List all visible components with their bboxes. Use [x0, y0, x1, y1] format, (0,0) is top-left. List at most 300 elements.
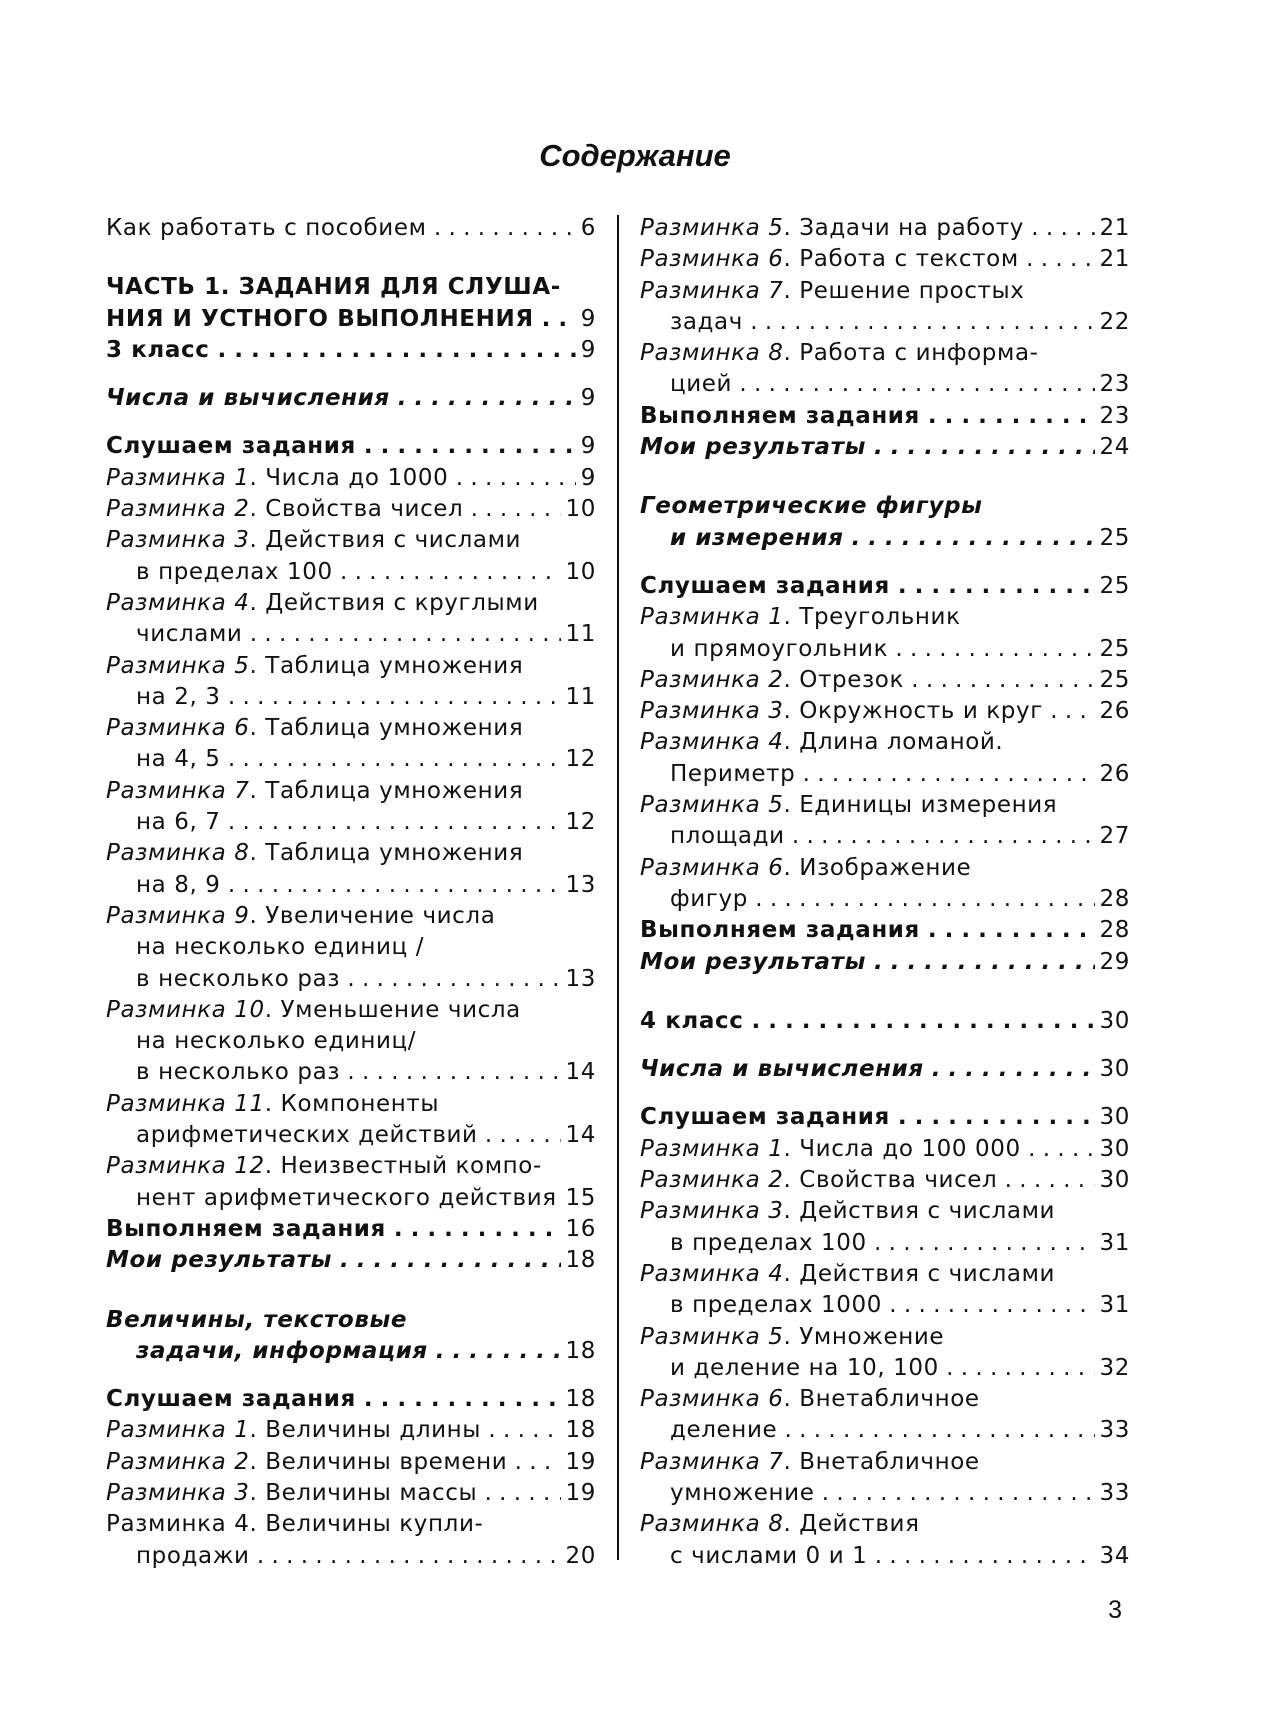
column-divider — [617, 215, 619, 1560]
toc-entry-title — [640, 213, 1130, 244]
toc-page-number: 26 — [1095, 696, 1130, 727]
toc-entry-title — [136, 744, 596, 775]
toc-entry-title — [670, 821, 1130, 852]
toc-entry — [640, 571, 1130, 602]
toc-entry-title — [106, 901, 495, 932]
toc-entry — [106, 1509, 596, 1540]
toc-entry — [106, 383, 596, 414]
toc-entry — [106, 1120, 596, 1151]
toc-entry-text: . Увеличение числа — [249, 902, 496, 929]
warmup-label: Разминка 2 — [106, 496, 250, 523]
toc-spacer — [106, 244, 596, 272]
toc-entry — [106, 1089, 596, 1120]
toc-page-number: 29 — [1095, 947, 1130, 978]
toc-entry — [106, 776, 596, 807]
toc-page-number: 19 — [561, 1478, 596, 1509]
toc-entry-title — [640, 1165, 1130, 1196]
toc-entry — [106, 304, 596, 335]
toc-entry — [640, 276, 1130, 307]
toc-entry-title — [670, 1415, 1130, 1446]
toc-entry-text: Выполняем задания — [106, 1215, 386, 1242]
toc-entry-text: Слушаем задания — [640, 572, 890, 599]
toc-entry — [640, 244, 1130, 275]
toc-entry-text: ЧАСТЬ 1. ЗАДАНИЯ ДЛЯ СЛУША- — [106, 274, 561, 301]
toc-entry — [106, 964, 596, 995]
toc-entry-title — [136, 1336, 596, 1367]
toc-entry-text: . Уменьшение числа — [264, 996, 521, 1023]
toc-page-number: 33 — [1095, 1478, 1130, 1509]
toc-entry — [106, 272, 596, 303]
warmup-label: Разминка 7 — [640, 277, 784, 304]
toc-entry-title — [106, 1089, 439, 1120]
toc-entry — [640, 1322, 1130, 1353]
toc-entry — [640, 338, 1130, 369]
warmup-label: Разминка 10 — [106, 996, 265, 1023]
toc-entry-text: деление — [670, 1417, 778, 1444]
toc-entry — [106, 431, 596, 462]
toc-entry-title — [106, 1509, 483, 1540]
toc-entry — [640, 432, 1130, 463]
toc-spacer — [106, 414, 596, 431]
toc-entry — [640, 213, 1130, 244]
toc-entry — [106, 1447, 596, 1478]
toc-entry-text: задач — [670, 308, 743, 335]
toc-entry — [640, 759, 1130, 790]
toc-entry-text: . Окружность и круг — [783, 698, 1043, 725]
toc-entry — [106, 335, 596, 366]
toc-page-number: 34 — [1095, 1541, 1130, 1572]
toc-page-number: 24 — [1095, 432, 1130, 463]
toc-page-number: 18 — [561, 1336, 596, 1367]
warmup-label: Разминка 11 — [106, 1090, 265, 1117]
toc-entry-text: Слушаем задания — [106, 433, 356, 460]
toc-entry-text: 3 класс — [106, 336, 210, 363]
toc-entry — [106, 588, 596, 619]
toc-entry — [106, 1183, 596, 1214]
toc-entry-title — [640, 432, 1130, 463]
toc-entry-title — [670, 1541, 1130, 1572]
toc-entry-title — [136, 1057, 596, 1088]
toc-entry — [640, 1447, 1130, 1478]
toc-entry — [640, 884, 1130, 915]
warmup-label: Разминка 5 — [640, 1323, 784, 1350]
warmup-label: Разминка 4 — [106, 589, 250, 616]
toc-entry-title — [670, 523, 1130, 554]
toc-entry-text: . Действия с числами — [783, 1260, 1056, 1287]
toc-entry — [640, 1353, 1130, 1384]
toc-entry-title — [640, 915, 1130, 946]
toc-entry-title — [106, 1214, 596, 1245]
page-number: 3 — [1108, 1596, 1122, 1624]
toc-entry-title — [670, 1478, 1130, 1509]
toc-entry-title — [136, 682, 596, 713]
toc-entry-title — [640, 1384, 980, 1415]
toc-entry-title — [136, 807, 596, 838]
toc-entry — [106, 838, 596, 869]
toc-entry-title — [640, 244, 1130, 275]
toc-entry-title — [640, 602, 961, 633]
toc-entry-title — [640, 696, 1130, 727]
toc-entry-title — [106, 525, 521, 556]
toc-entry-title — [136, 557, 596, 588]
toc-entry — [640, 369, 1130, 400]
toc-entry-text: арифметических действий — [136, 1122, 478, 1149]
toc-entry — [106, 557, 596, 588]
toc-entry — [106, 932, 596, 963]
toc-page-number: 6 — [576, 213, 596, 244]
toc-entry-text: . Отрезок — [783, 666, 904, 693]
toc-entry-title — [106, 1151, 542, 1182]
toc-page-number: 23 — [1095, 369, 1130, 400]
toc-entry-text: . Внетабличное — [783, 1386, 980, 1413]
toc-page-number: 31 — [1095, 1290, 1130, 1321]
toc-entry-text: Как работать с пособием — [106, 215, 427, 241]
toc-entry-text: . Задачи на работу — [783, 215, 1024, 241]
toc-page-number: 27 — [1095, 821, 1130, 852]
toc-page-number: 30 — [1095, 1054, 1130, 1085]
toc-entry-title — [670, 634, 1130, 665]
toc-entry-title — [136, 1026, 416, 1057]
toc-entry-text: в пределах 100 — [136, 558, 333, 585]
toc-entry-title — [136, 964, 596, 995]
toc-entry-title — [670, 369, 1130, 400]
toc-spacer — [640, 1037, 1130, 1054]
toc-entry-text: . Действия с числами — [249, 527, 522, 554]
toc-entry-title — [640, 790, 1057, 821]
toc-entry-text: цией — [670, 371, 733, 398]
toc-entry-text: . Единицы измерения — [783, 792, 1058, 819]
toc-page-number: 13 — [561, 964, 596, 995]
toc-page-number: 30 — [1095, 1165, 1130, 1196]
toc-entry — [640, 1006, 1130, 1037]
toc-entry-text: . Работа с текстом — [783, 246, 1019, 273]
toc-page-number: 25 — [1095, 571, 1130, 602]
warmup-label: Разминка 6 — [106, 715, 250, 742]
warmup-label: Разминка 3 — [640, 698, 784, 725]
toc-entry-text: Мои результаты — [106, 1247, 333, 1274]
toc-entry-text: Слушаем задания — [106, 1386, 356, 1413]
toc-entry — [106, 807, 596, 838]
toc-entry-title — [106, 463, 596, 494]
toc-entry-title — [136, 870, 596, 901]
toc-entry — [106, 1245, 596, 1276]
toc-entry — [106, 1415, 596, 1446]
toc-entry — [106, 995, 596, 1026]
page-title: Содержание — [539, 138, 731, 173]
toc-entry-text: в пределах 100 — [670, 1229, 867, 1256]
toc-entry — [106, 1384, 596, 1415]
toc-entry-title — [640, 1006, 1130, 1037]
toc-entry-text: на 4, 5 — [136, 746, 221, 773]
toc-page-number: 26 — [1095, 759, 1130, 790]
warmup-label: Разминка 2 — [640, 1167, 784, 1194]
toc-entry-text: на несколько единиц/ — [136, 1028, 417, 1055]
toc-entry — [640, 1509, 1130, 1540]
toc-entry — [640, 307, 1130, 338]
toc-entry-title — [106, 494, 596, 525]
toc-entry — [106, 619, 596, 650]
warmup-label: Разминка 6 — [640, 854, 784, 881]
toc-page-number: 9 — [576, 431, 596, 462]
toc-page-number: 9 — [576, 463, 596, 494]
toc-entry-title — [106, 335, 596, 366]
toc-entry-text: . Неизвестный компо- — [264, 1153, 542, 1180]
toc-entry-text: . Числа до 100 000 — [783, 1135, 1021, 1162]
toc-entry-title — [106, 383, 596, 414]
toc-entry — [640, 665, 1130, 696]
toc-entry-text: . Величины массы — [249, 1479, 478, 1506]
warmup-label: Разминка 1 — [106, 1417, 250, 1444]
toc-entry-text: фигур — [670, 885, 748, 912]
toc-entry — [640, 696, 1130, 727]
toc-entry-text: числами — [136, 621, 243, 648]
toc-entry-title — [106, 1415, 596, 1446]
toc-entry — [640, 1415, 1130, 1446]
warmup-label: Разминка 12 — [106, 1153, 265, 1180]
toc-entry-text: в несколько раз — [136, 1059, 341, 1086]
toc-entry-text: . Таблица умножения — [249, 777, 524, 804]
toc-entry-text: нент арифметического действия — [136, 1184, 557, 1211]
toc-page-number: 18 — [561, 1415, 596, 1446]
toc-entry — [640, 1259, 1130, 1290]
warmup-label: Разминка 7 — [640, 1448, 784, 1475]
toc-entry — [106, 525, 596, 556]
toc-entry-title — [640, 1054, 1130, 1085]
warmup-label: Разминка 8 — [640, 340, 784, 367]
toc-entry-title — [106, 1447, 596, 1478]
toc-entry — [106, 901, 596, 932]
toc-page-number: 16 — [561, 1214, 596, 1245]
toc-entry-text: на несколько единиц / — [136, 934, 425, 961]
toc-entry-title — [106, 776, 523, 807]
toc-entry-text: . Величины времени — [249, 1448, 508, 1475]
toc-spacer — [106, 366, 596, 383]
toc-entry — [640, 947, 1130, 978]
toc-entry-title — [136, 932, 424, 963]
toc-entry-title — [106, 1305, 407, 1336]
toc-entry-title — [640, 276, 1024, 307]
toc-entry — [640, 491, 1130, 522]
toc-entry-text: . Таблица умножения — [249, 715, 524, 742]
toc-entry-text: Геометрические фигуры — [640, 493, 983, 520]
toc-entry-text: на 8, 9 — [136, 871, 221, 898]
toc-entry — [106, 1214, 596, 1245]
toc-entry-text: . Решение простых — [783, 277, 1025, 304]
toc-entry-text: в пределах 1000 — [670, 1292, 882, 1319]
toc-entry-title — [106, 213, 596, 244]
toc-page-number: 32 — [1095, 1353, 1130, 1384]
toc-entry — [640, 401, 1130, 432]
toc-page-number: 22 — [1095, 307, 1130, 338]
toc-entry — [106, 651, 596, 682]
toc-entry — [640, 602, 1130, 633]
toc-entry — [106, 870, 596, 901]
toc-entry-text: Выполняем задания — [640, 402, 920, 429]
toc-entry-title — [640, 727, 1003, 758]
toc-entry-text: Разминка 4. Величины купли- — [106, 1511, 484, 1538]
toc-entry-title — [640, 1447, 980, 1478]
toc-entry — [106, 1305, 596, 1336]
toc-entry-title — [640, 1196, 1055, 1227]
toc-entry — [640, 1478, 1130, 1509]
toc-entry-text: и измерения — [670, 524, 844, 551]
toc-spacer — [640, 463, 1130, 491]
toc-entry — [106, 1151, 596, 1182]
toc-entry-text: НИЯ И УСТНОГО ВЫПОЛНЕНИЯ — [106, 305, 534, 332]
toc-entry-title — [640, 1509, 920, 1540]
toc-entry — [106, 1057, 596, 1088]
toc-entry-title — [640, 571, 1130, 602]
toc-page-number: 14 — [561, 1120, 596, 1151]
toc-page-number: 25 — [1095, 523, 1130, 554]
toc-entry-title — [106, 304, 596, 335]
toc-page-number: 9 — [576, 304, 596, 335]
toc-entry — [640, 1165, 1130, 1196]
toc-entry-title — [106, 713, 523, 744]
toc-page-number: 30 — [1095, 1102, 1130, 1133]
warmup-label: Разминка 8 — [106, 840, 250, 867]
toc-entry — [106, 463, 596, 494]
toc-entry-text: Периметр — [670, 760, 796, 787]
toc-entry-text: . Изображение — [783, 854, 972, 881]
toc-entry-title — [670, 307, 1130, 338]
toc-entry-title — [106, 651, 523, 682]
warmup-label: Разминка 1 — [106, 464, 250, 491]
toc-entry-title — [670, 1290, 1130, 1321]
toc-entry — [106, 682, 596, 713]
toc-entry-text: задачи, информация — [136, 1337, 428, 1364]
toc-entry-text: . Действия — [783, 1511, 920, 1538]
toc-entry-text: . Действия с круглыми — [249, 589, 539, 616]
toc-right-column — [640, 213, 1130, 1572]
toc-entry-text: умножение — [670, 1479, 815, 1506]
toc-entry-title — [106, 588, 539, 619]
toc-page-number: 18 — [561, 1245, 596, 1276]
toc-page-number: 21 — [1095, 244, 1130, 275]
toc-entry-text: Выполняем задания — [640, 917, 920, 944]
toc-entry-title — [136, 619, 596, 650]
toc-entry — [640, 1541, 1130, 1572]
toc-entry — [640, 790, 1130, 821]
toc-entry — [640, 727, 1130, 758]
toc-page-number: 9 — [576, 335, 596, 366]
toc-entry-title — [106, 1478, 596, 1509]
warmup-label: Разминка 1 — [640, 1135, 784, 1162]
warmup-label: Разминка 6 — [640, 246, 784, 273]
warmup-label: Разминка 8 — [640, 1511, 784, 1538]
toc-entry — [640, 1134, 1130, 1165]
toc-page-number: 28 — [1095, 884, 1130, 915]
toc-entry-title — [640, 1134, 1130, 1165]
toc-entry — [640, 1384, 1130, 1415]
toc-entry — [106, 1026, 596, 1057]
toc-entry-title — [106, 838, 523, 869]
toc-entry-title — [106, 272, 561, 303]
toc-spacer — [640, 554, 1130, 571]
toc-page-number: 11 — [561, 619, 596, 650]
toc-spacer — [106, 1277, 596, 1305]
toc-entry-text: и прямоугольник — [670, 635, 889, 662]
toc-entry-text: на 2, 3 — [136, 683, 221, 710]
warmup-label: Разминка 3 — [106, 1479, 250, 1506]
toc-entry-title — [640, 1102, 1130, 1133]
toc-page-number: 14 — [561, 1057, 596, 1088]
toc-entry-text: . Свойства чисел — [783, 1167, 998, 1194]
warmup-label: Разминка 2 — [106, 1448, 250, 1475]
toc-entry — [640, 634, 1130, 665]
toc-entry-text: на 6, 7 — [136, 809, 221, 836]
toc-entry — [640, 1228, 1130, 1259]
toc-entry — [640, 1290, 1130, 1321]
toc-entry-text: . Внетабличное — [783, 1448, 980, 1475]
toc-entry — [106, 744, 596, 775]
warmup-label: Разминка 3 — [640, 1198, 784, 1225]
toc-entry — [640, 821, 1130, 852]
warmup-label: Разминка 2 — [640, 666, 784, 693]
toc-page-number: 28 — [1095, 915, 1130, 946]
toc-page-number: 20 — [561, 1541, 596, 1572]
warmup-label: Разминка 4 — [640, 729, 784, 756]
toc-page-number: 30 — [1095, 1006, 1130, 1037]
toc-spacer — [640, 1085, 1130, 1102]
toc-entry-text: . Свойства чисел — [249, 496, 464, 523]
toc-page-number: 10 — [561, 494, 596, 525]
toc-entry — [106, 494, 596, 525]
toc-entry-text: площади — [670, 823, 785, 850]
toc-page-number: 12 — [561, 744, 596, 775]
toc-page-number: 13 — [561, 870, 596, 901]
toc-entry-title — [106, 1245, 596, 1276]
toc-entry-text: . Умножение — [783, 1323, 945, 1350]
warmup-label: Разминка 3 — [106, 527, 250, 554]
toc-left-column — [106, 213, 596, 1572]
toc-page-number: 33 — [1095, 1415, 1130, 1446]
toc-entry — [106, 213, 596, 244]
toc-page-number: 18 — [561, 1384, 596, 1415]
warmup-label: Разминка 1 — [640, 604, 784, 631]
toc-spacer — [106, 1367, 596, 1384]
warmup-label: Разминка 5 — [106, 652, 250, 679]
toc-entry-title — [640, 491, 983, 522]
warmup-label: Разминка 9 — [106, 902, 250, 929]
toc-entry-text: . Длина ломаной. — [783, 729, 1004, 756]
toc-entry-title — [640, 947, 1130, 978]
toc-entry-text: Числа и вычисления — [106, 385, 390, 412]
toc-entry-title — [640, 665, 1130, 696]
toc-entry-text: продажи — [136, 1542, 250, 1569]
toc-entry-text: . Величины длины — [249, 1417, 482, 1444]
warmup-label: Разминка 5 — [640, 215, 784, 241]
toc-spacer — [640, 978, 1130, 1006]
toc-entry-text: с числами 0 и 1 — [670, 1542, 868, 1569]
toc-entry-text: Величины, текстовые — [106, 1306, 408, 1333]
toc-entry-title — [106, 431, 596, 462]
toc-entry-text: . Числа до 1000 — [249, 464, 449, 491]
warmup-label: Разминка 5 — [640, 792, 784, 819]
toc-entry — [640, 853, 1130, 884]
toc-entry-text: Мои результаты — [640, 434, 867, 461]
toc-entry-title — [640, 338, 1039, 369]
toc-page-number: 31 — [1095, 1228, 1130, 1259]
toc-entry-text: в несколько раз — [136, 965, 341, 992]
toc-entry — [640, 1196, 1130, 1227]
toc-entry-title — [670, 884, 1130, 915]
warmup-label: Разминка 7 — [106, 777, 250, 804]
toc-entry-title — [640, 401, 1130, 432]
toc-entry-text: Мои результаты — [640, 948, 867, 975]
toc-entry-text: Слушаем задания — [640, 1104, 890, 1131]
toc-entry — [106, 1541, 596, 1572]
